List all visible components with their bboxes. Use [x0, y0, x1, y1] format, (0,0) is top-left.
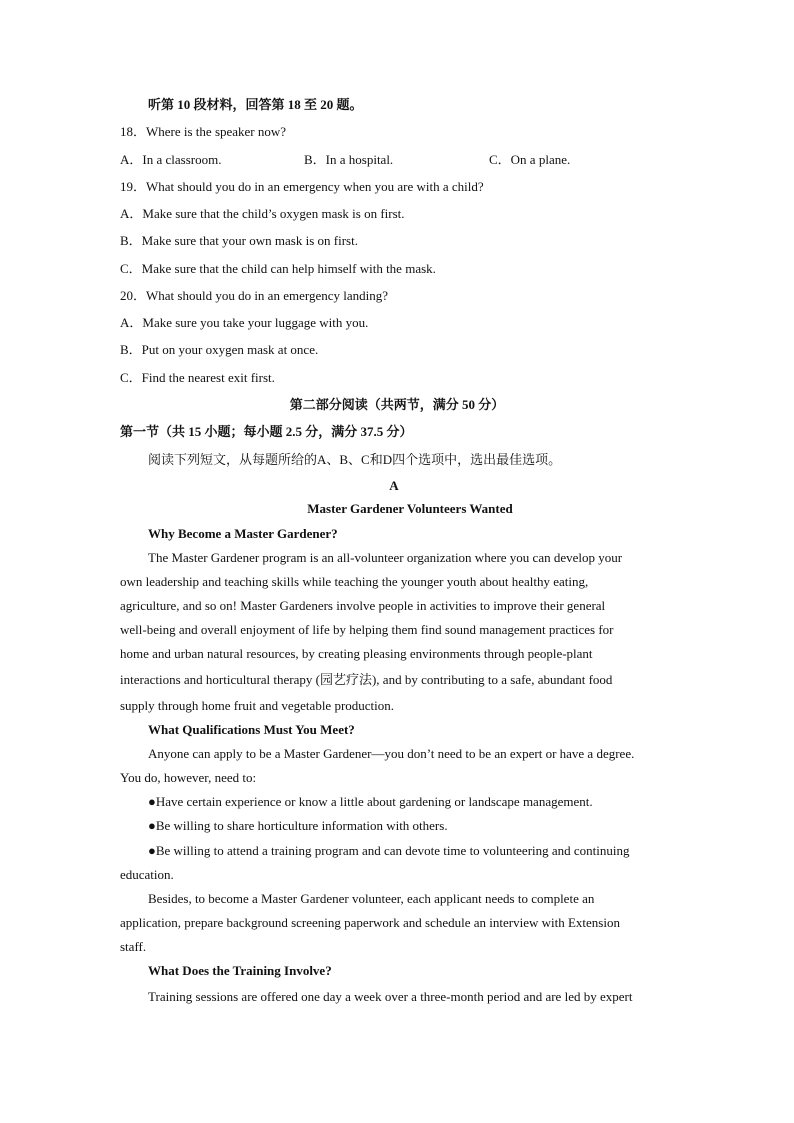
question-19-option-b: B．Make sure that your own mask is on first.	[120, 233, 358, 248]
question-19-option-c: C．Make sure that the child can help himself with the mask.	[120, 261, 436, 276]
paragraph-3-line: staff.	[120, 939, 147, 954]
paragraph-1-line: supply through home fruit and vegetable production.	[120, 698, 395, 713]
paragraph-3-line: Besides, to become a Master Gardener volunteer, each applicant needs to complete an	[148, 891, 595, 906]
question-19-option-a: A．Make sure that the child’s oxygen mask is on first.	[120, 206, 405, 221]
heading-training: What Does the Training Involve?	[148, 963, 332, 978]
question-19-stem: 19．What should you do in an emergency when you are with a child?	[120, 179, 484, 194]
heading-qualifications: What Qualifications Must You Meet?	[148, 722, 355, 737]
question-20-option-a: A．Make sure you take your luggage with you.	[120, 315, 369, 330]
paragraph-2-line: Anyone can apply to be a Master Gardener—you don’t need to be an expert or have a degree.	[148, 746, 635, 761]
listening-section-intro: 听第 10 段材料，回答第 18 至 20 题。	[148, 97, 363, 112]
question-18-option-c: C．On a plane.	[489, 152, 571, 167]
paragraph-1-line: home and urban natural resources, by creating pleasing environments through people-plant	[120, 646, 593, 661]
bullet-item-continuation: education.	[120, 867, 174, 882]
paragraph-1-line: well-being and overall enjoyment of life by helping them find sound management practices for	[120, 622, 614, 637]
paragraph-4-line: Training sessions are offered one day a week over a three-month period and are led by expert	[148, 989, 633, 1004]
bullet-item: ●Be willing to attend a training program and can devote time to volunteering and continuing	[148, 843, 630, 858]
bullet-item: ●Be willing to share horticulture information with others.	[148, 818, 448, 833]
question-18-stem: 18．Where is the speaker now?	[120, 124, 287, 139]
paragraph-1-line: agriculture, and so on! Master Gardeners involve people in activities to improve their general	[120, 598, 606, 613]
paragraph-1-line: own leadership and teaching skills while teaching the younger youth about healthy eating,	[120, 574, 589, 589]
reading-part-title: 第二部分阅读（共两节，满分 50 分）	[289, 397, 505, 412]
bullet-item: ●Have certain experience or know a little about gardening or landscape management.	[148, 794, 593, 809]
passage-letter: A	[389, 478, 399, 493]
paragraph-1-line: The Master Gardener program is an all-volunteer organization where you can develop your	[148, 550, 623, 565]
question-20-stem: 20．What should you do in an emergency landing?	[120, 288, 389, 303]
paragraph-3-line: application, prepare background screening paperwork and schedule an interview with Extension	[120, 915, 620, 930]
reading-instructions: 阅读下列短文，从每题所给的A、B、C和D四个选项中，选出最佳选项。	[148, 452, 562, 467]
passage-title: Master Gardener Volunteers Wanted	[307, 501, 513, 516]
question-18-option-b: B．In a hospital.	[304, 152, 394, 167]
question-18-option-a: A．In a classroom.	[120, 152, 222, 167]
question-20-option-c: C．Find the nearest exit first.	[120, 370, 275, 385]
reading-section-title: 第一节（共 15 小题；每小题 2.5 分，满分 37.5 分）	[120, 424, 413, 439]
paragraph-1-line: interactions and horticultural therapy (园艺疗法), and by contributing to a safe, abundant food	[120, 672, 613, 687]
question-20-option-b: B．Put on your oxygen mask at once.	[120, 342, 319, 357]
paragraph-2-line: You do, however, need to:	[120, 770, 257, 785]
heading-why-become: Why Become a Master Gardener?	[148, 526, 338, 541]
